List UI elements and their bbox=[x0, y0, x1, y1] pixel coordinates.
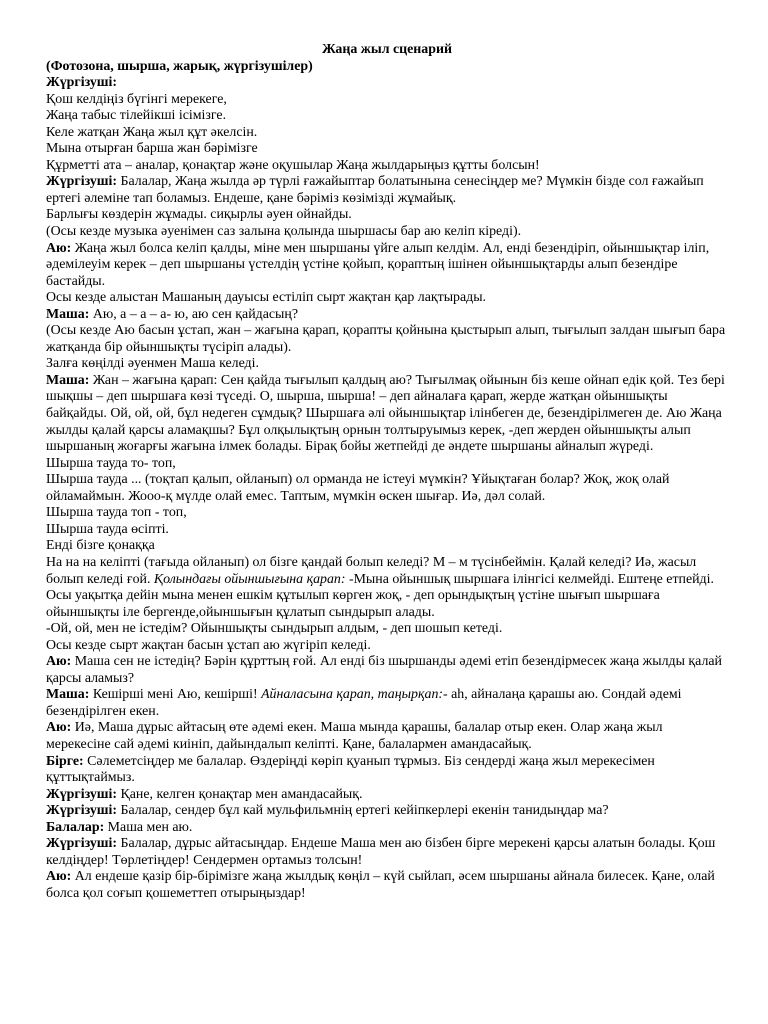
script-line bbox=[46, 505, 728, 522]
line-text-continued: -Мына ойыншық шыршаға ілінгісі келмейді. Ештеңе етпейді. Осы уақытқа дейін мына менен ешкім құтылып көрген жоқ, - деп орындықтың үстіне шығып шыршаға ойыншықты іле бергенде,ойыншығын құлатып сындырып алады. bbox=[46, 571, 714, 620]
script-line bbox=[46, 687, 728, 720]
speaker-label: Бірге: bbox=[46, 753, 84, 769]
line-text: Қош келдіңіз бүгінгі мерекеге, bbox=[46, 91, 227, 107]
document-body bbox=[46, 59, 728, 903]
script-line bbox=[46, 836, 728, 869]
line-text: Кешірші мені Аю, кешірші! bbox=[89, 687, 262, 703]
script-line bbox=[46, 59, 728, 76]
script-line bbox=[46, 323, 728, 356]
script-line bbox=[46, 538, 728, 555]
script-line bbox=[46, 373, 728, 456]
line-text: Енді бізге қонаққа bbox=[46, 538, 155, 554]
stage-direction: Айналасына қарап, таңырқап: bbox=[261, 687, 444, 703]
script-line bbox=[46, 141, 728, 158]
script-line bbox=[46, 108, 728, 125]
speaker-label: Балалар: bbox=[46, 819, 105, 835]
line-text: Аю, а – а – а- ю, аю сен қайдасың? bbox=[89, 306, 298, 322]
speaker-label: Жүргізуші: bbox=[46, 786, 118, 802]
line-text: Шырша тауда өсіпті. bbox=[46, 521, 169, 537]
script-line bbox=[46, 869, 728, 902]
script-line bbox=[46, 75, 728, 92]
script-line bbox=[46, 820, 728, 837]
speaker-label: Маша: bbox=[46, 372, 90, 388]
script-line bbox=[46, 290, 728, 307]
document-title: Жаңа жыл сценарий bbox=[322, 42, 452, 57]
script-line bbox=[46, 754, 728, 787]
line-text: Мына отырған барша жан бәрімізге bbox=[46, 141, 258, 157]
script-line bbox=[46, 174, 728, 207]
line-text: Маша мен аю. bbox=[104, 819, 193, 835]
script-line bbox=[46, 555, 728, 621]
line-text: Шырша тауда топ - топ, bbox=[46, 505, 187, 521]
line-text: Иә, Маша дұрыс айтасың өте әдемі екен. Маша мында қарашы, балалар отыр екен. Олар жаңа жыл мерекесіне сай әдемі киініп, дайындалып келіпті. Қане, балалармен амандасайық. bbox=[46, 720, 663, 752]
line-text: Құрметті ата – аналар, қонақтар және оқушылар Жаңа жылдарыңыз құтты болсын! bbox=[46, 157, 540, 173]
script-line bbox=[46, 472, 728, 505]
line-text: Келе жатқан Жаңа жыл құт әкелсін. bbox=[46, 124, 258, 140]
speaker-label: Аю: bbox=[46, 869, 72, 885]
line-text: Балалар, Жаңа жылда әр түрлі ғажайыптар болатынына сенесіңдер ме? Мүмкін бізде сол ғажайып ертегі әлеміне тап боламыз. Ендеше, қане бәріміз көзімізді жұмайық. bbox=[46, 174, 704, 206]
speaker-label: Аю: bbox=[46, 240, 72, 256]
line-text-continued: - ah, айналаңа қарашы аю. Сондай әдемі безендірілген екен. bbox=[46, 687, 682, 719]
line-text: Қане, келген қонақтар мен амандасайық. bbox=[117, 786, 363, 802]
script-line bbox=[46, 621, 728, 638]
speaker-label: Аю: bbox=[46, 720, 72, 736]
script-line bbox=[46, 654, 728, 687]
line-text: Ал ендеше қазір бір-бірімізге жаңа жылдық көңіл – күй сыйлап, әсем шыршаны айнала билесек. Қане, олай болса қол соғып қошеметтеп отырыңыздар! bbox=[46, 869, 715, 901]
script-line bbox=[46, 125, 728, 142]
script-line bbox=[46, 787, 728, 804]
line-text: -Ой, ой, мен не істедім? Ойыншықты сындырып алдым, - деп шошып кетеді. bbox=[46, 621, 503, 637]
script-line bbox=[46, 158, 728, 175]
script-line bbox=[46, 224, 728, 241]
line-text: Сәлеметсіңдер ме балалар. Өздеріңді көріп қуанып тұрмыз. Біз сендерді жаңа жыл мерекесімен құттықтаймыз. bbox=[46, 753, 655, 786]
speaker-label: Жүргізуші: bbox=[46, 75, 118, 91]
line-text: (Осы кезде музыка әуенімен саз залына қолында шыршасы бар аю келіп кіреді). bbox=[46, 224, 522, 240]
script-line bbox=[46, 638, 728, 655]
speaker-label: Маша: bbox=[46, 687, 90, 703]
line-text: Шырша тауда ... (тоқтап қалып, ойланып) ол орманда не істеуі мүмкін? Ұйықтаған болар? Жоқ, жоқ олай ойламаймын. Жооо-қ мүлде олай емес. Таптым, мүмкін өскен шығар. Иә, дәл солай. bbox=[46, 472, 670, 504]
line-text: Осы кезде сырт жақтан басын ұстап аю жүгіріп келеді. bbox=[46, 637, 371, 653]
line-text: Жаңа табыс тілейікші ісімізге. bbox=[46, 108, 227, 124]
speaker-label: Аю: bbox=[46, 654, 72, 670]
line-text: На на на келіпті (тағыда ойланып) ол бізге қандай болып келеді? М – м түсінбеймін. Қалай келеді? Иә, жасыл болып келеді ғой. bbox=[46, 554, 697, 587]
speaker-label: Жүргізуші: bbox=[46, 836, 118, 852]
line-text: Жан – жағына қарап: Сен қайда тығылып қалдың аю? Тығылмақ ойынын біз кеше ойнап едік қой. Тез бері шықшы – деп шыршаға көзі түседі. О, шырша, шырша! – деп айналаға қарап, жерде жатқан ойыншықты байқайды. Ой, ой, ой, бұл недеген сұмдық? Шыршаға әлі ойыншықтар ілінбеген де, безендірілмеген де. Аю Жаңа жылды қалай қарсы аламақшы? Бұл олқылықтың орнын толтыруымыз керек, -деп жерден ойыншықты алып шыршаның жоғарғы жағына ілмек болады. Бірақ бойы жетпейді де әндете шыршаны айналып жүреді. bbox=[46, 372, 725, 455]
script-line bbox=[46, 307, 728, 324]
script-line bbox=[46, 356, 728, 373]
speaker-label: (Фотозона, шырша, жарық, жүргізушілер) bbox=[46, 58, 313, 74]
line-text: Шырша тауда то- топ, bbox=[46, 455, 176, 471]
script-line bbox=[46, 92, 728, 109]
line-text: Осы кезде алыстан Машаның дауысы естіліп сырт жақтан қар лақтырады. bbox=[46, 290, 487, 306]
script-line bbox=[46, 803, 728, 820]
line-text: Барлығы көздерін жұмады. сиқырлы әуен ойнайды. bbox=[46, 207, 352, 223]
script-line bbox=[46, 207, 728, 224]
script-line bbox=[46, 522, 728, 539]
line-text: Маша сен не істедің? Бәрін құрттың ғой. Ал енді біз шыршанды әдемі етіп безендірмесек жаңа жылды қалай қарсы аламыз? bbox=[46, 654, 722, 686]
speaker-label: Жүргізуші: bbox=[46, 174, 118, 190]
speaker-label: Маша: bbox=[46, 306, 90, 322]
stage-direction: Қолындағы ойыншығына қарап: bbox=[153, 571, 346, 587]
line-text: Залға көңілді әуенмен Маша келеді. bbox=[46, 356, 259, 372]
script-line bbox=[46, 241, 728, 291]
line-text: Балалар, дұрыс айтасыңдар. Ендеше Маша мен аю бізбен бірге мерекені қарсы алатын болады. Қош келдіңдер! Төрлетіңдер! Сендермен ортамыз толсын! bbox=[46, 836, 716, 868]
line-text: Жаңа жыл болса келіп қалды, міне мен шыршаны үйге алып келдім. Ал, енді безендіріп, ойыншықтар іліп, әдемілеуім керек – деп шыршаны үстелдің үстіне қойып, қораптың ішінен ойыншықтарды алып безендіре бастайды. bbox=[46, 240, 710, 289]
line-text: (Осы кезде Аю басын ұстап, жан – жағына қарап, қорапты қойнына қыстырып алып, тығылып залдан шығып бара жатқанда бір ойыншықты түсіріп алады). bbox=[46, 323, 726, 355]
script-line bbox=[46, 456, 728, 473]
script-line bbox=[46, 720, 728, 753]
line-text: Балалар, сендер бұл кай мульфильмнің ертегі кейіпкерлері екенін танидыңдар ма? bbox=[117, 803, 609, 819]
speaker-label: Жүргізуші: bbox=[46, 803, 118, 819]
